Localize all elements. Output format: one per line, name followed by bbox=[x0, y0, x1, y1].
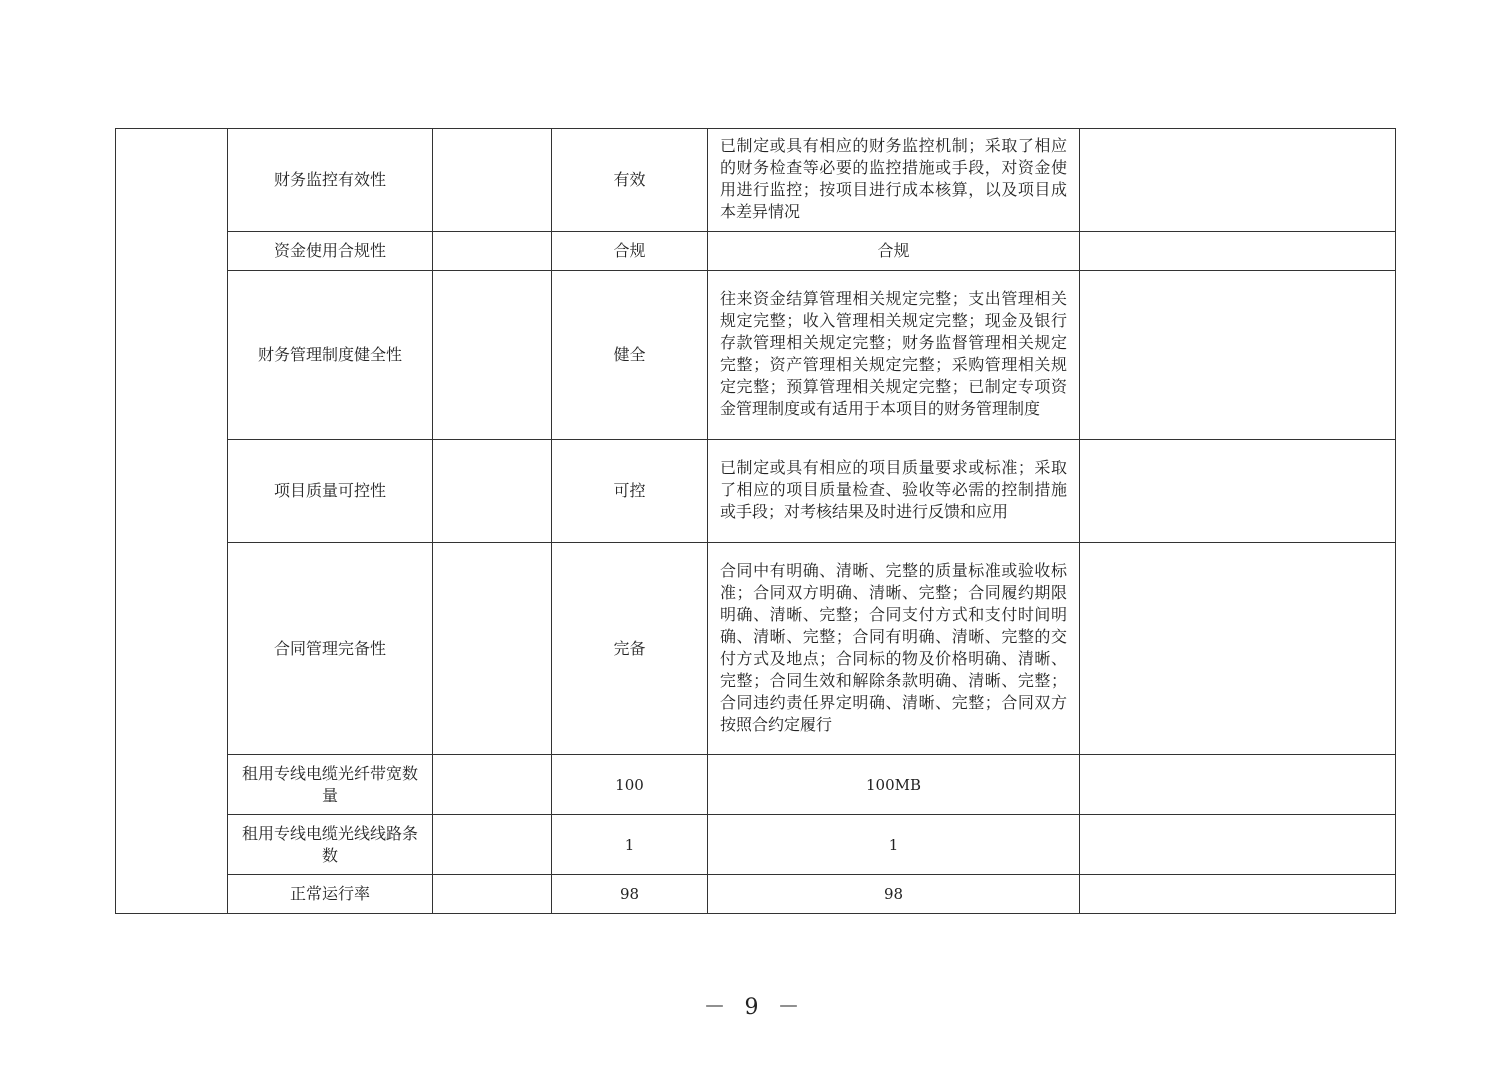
note-cell bbox=[1080, 129, 1396, 232]
note-cell bbox=[1080, 875, 1396, 914]
page-number: － 9 － bbox=[703, 995, 806, 1020]
table-row bbox=[116, 543, 1396, 755]
description-cell: 往来资金结算管理相关规定完整；支出管理相关规定完整；收入管理相关规定完整；现金及银行存款管理相关规定完整；财务监督管理相关规定完整；资产管理相关规定完整；采购管理相关规定完整；预算管理相关规定完整；已制定专项资金管理制度或有适用于本项目的财务管理制度 bbox=[708, 271, 1080, 440]
note-cell bbox=[1080, 755, 1396, 815]
target-cell bbox=[433, 440, 552, 543]
description-cell: 1 bbox=[708, 815, 1080, 875]
table-row bbox=[116, 232, 1396, 271]
value-cell: 健全 bbox=[552, 271, 708, 440]
description-cell: 已制定或具有相应的财务监控机制；采取了相应的财务检查等必要的监控措施或手段，对资金使用进行监控；按项目进行成本核算，以及项目成本差异情况 bbox=[708, 129, 1080, 232]
target-cell bbox=[433, 543, 552, 755]
description-cell: 已制定或具有相应的项目质量要求或标准；采取了相应的项目质量检查、验收等必需的控制措施或手段；对考核结果及时进行反馈和应用 bbox=[708, 440, 1080, 543]
description-cell: 100MB bbox=[708, 755, 1080, 815]
value-cell: 98 bbox=[552, 875, 708, 914]
value-cell: 可控 bbox=[552, 440, 708, 543]
value-cell: 有效 bbox=[552, 129, 708, 232]
note-cell bbox=[1080, 543, 1396, 755]
value-cell: 100 bbox=[552, 755, 708, 815]
note-cell bbox=[1080, 271, 1396, 440]
indicator-cell: 资金使用合规性 bbox=[228, 232, 433, 271]
target-cell bbox=[433, 815, 552, 875]
table-row bbox=[116, 875, 1396, 914]
table-row bbox=[116, 815, 1396, 875]
performance-indicator-table bbox=[115, 128, 1396, 914]
indicator-cell: 正常运行率 bbox=[228, 875, 433, 914]
table-row bbox=[116, 755, 1396, 815]
target-cell bbox=[433, 755, 552, 815]
value-cell: 合规 bbox=[552, 232, 708, 271]
indicator-cell: 项目质量可控性 bbox=[228, 440, 433, 543]
table-row bbox=[116, 129, 1396, 232]
value-cell: 完备 bbox=[552, 543, 708, 755]
category-cell bbox=[116, 129, 228, 914]
target-cell bbox=[433, 271, 552, 440]
description-cell: 合规 bbox=[708, 232, 1080, 271]
description-cell: 合同中有明确、清晰、完整的质量标准或验收标准；合同双方明确、清晰、完整；合同履约期限明确、清晰、完整；合同支付方式和支付时间明确、清晰、完整；合同有明确、清晰、完整的交付方式及地点；合同标的物及价格明确、清晰、完整；合同生效和解除条款明确、清晰、完整；合同违约责任界定明确、清晰、完整；合同双方按照合约定履行 bbox=[708, 543, 1080, 755]
indicator-cell: 租用专线电缆光纤带宽数量 bbox=[228, 755, 433, 815]
table-row bbox=[116, 440, 1396, 543]
description-cell: 98 bbox=[708, 875, 1080, 914]
target-cell bbox=[433, 875, 552, 914]
indicator-cell: 租用专线电缆光线线路条数 bbox=[228, 815, 433, 875]
indicator-cell: 财务监控有效性 bbox=[228, 129, 433, 232]
target-cell bbox=[433, 232, 552, 271]
note-cell bbox=[1080, 815, 1396, 875]
indicator-cell: 合同管理完备性 bbox=[228, 543, 433, 755]
value-cell: 1 bbox=[552, 815, 708, 875]
table-row bbox=[116, 271, 1396, 440]
note-cell bbox=[1080, 440, 1396, 543]
note-cell bbox=[1080, 232, 1396, 271]
target-cell bbox=[433, 129, 552, 232]
indicator-cell: 财务管理制度健全性 bbox=[228, 271, 433, 440]
